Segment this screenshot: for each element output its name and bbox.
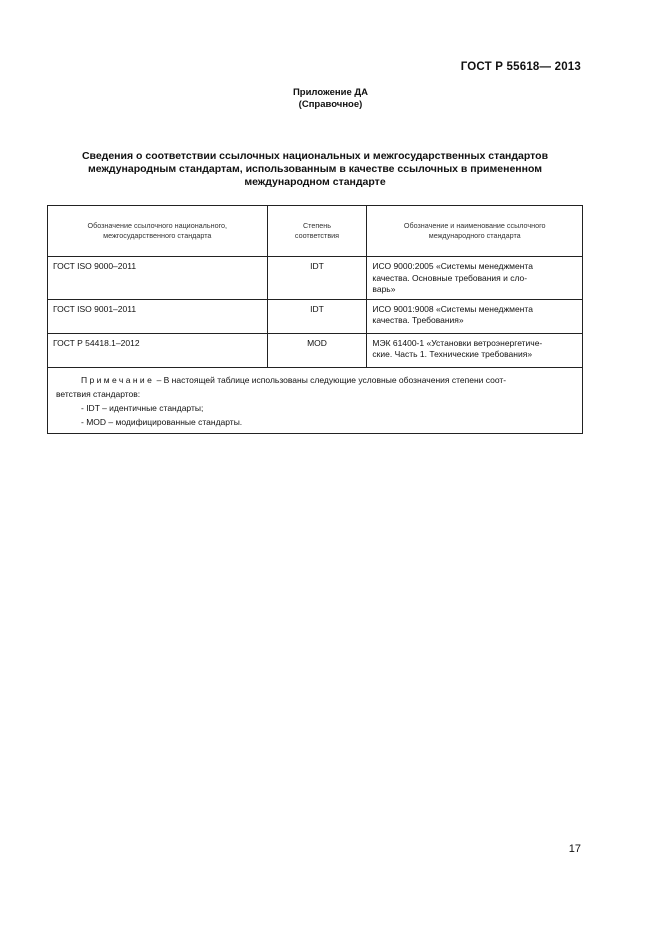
header-international-standard: Обозначение и наименование ссылочного международного стандарта [367, 206, 583, 257]
table-header-row [48, 206, 583, 257]
document-code: ГОСТ Р 55618— 2013 [460, 61, 581, 73]
page-number: 17 [568, 843, 581, 855]
document-heading [60, 150, 570, 189]
header-degree: Степень соответствия [267, 206, 367, 257]
header-national-standard: Обозначение ссылочного национального, межгосударственного стандарта [48, 206, 268, 257]
correspondence-table [47, 205, 583, 434]
annex-block [0, 87, 661, 111]
annex-title: Приложение ДА [292, 87, 369, 98]
heading-line-2: международным стандартам, использованным в качестве ссылочных в примененном [87, 163, 543, 175]
note-text-continued: ветствия стандартов: [56, 388, 141, 399]
cell-degree: IDT [267, 299, 367, 333]
annex-subtitle: (Справочное) [298, 99, 363, 110]
heading-line-1: Сведения о соответствии ссылочных национальных и межгосударственных стандартов [81, 150, 549, 162]
note-item-mod: - MOD – модифицированные стандарты. [81, 416, 243, 427]
note-text: – В настоящей таблице использованы следующие условные обозначения степени соот- [154, 374, 507, 385]
cell-national: ГОСТ ISO 9001–2011 [48, 299, 268, 333]
table-row [48, 299, 583, 333]
table-note [48, 367, 583, 433]
note-item-idt: - IDT – идентичные стандарты; [81, 402, 204, 413]
heading-line-3: международном стандарте [244, 176, 386, 188]
cell-international: ИСО 9001:9008 «Системы менеджмента качества. Требования» [367, 299, 583, 333]
table-note-row [48, 367, 583, 433]
table-row [48, 257, 583, 300]
cell-international: МЭК 61400-1 «Установки ветроэнергетиче- ские. Часть 1. Технические требования» [367, 333, 583, 367]
cell-international: ИСО 9000:2005 «Системы менеджмента качества. Основные требования и сло- варь» [367, 257, 583, 300]
cell-national: ГОСТ ISO 9000–2011 [48, 257, 268, 300]
note-label: Примечание [81, 374, 155, 385]
cell-degree: IDT [267, 257, 367, 300]
cell-national: ГОСТ Р 54418.1–2012 [48, 333, 268, 367]
table-row [48, 333, 583, 367]
cell-degree: MOD [267, 333, 367, 367]
